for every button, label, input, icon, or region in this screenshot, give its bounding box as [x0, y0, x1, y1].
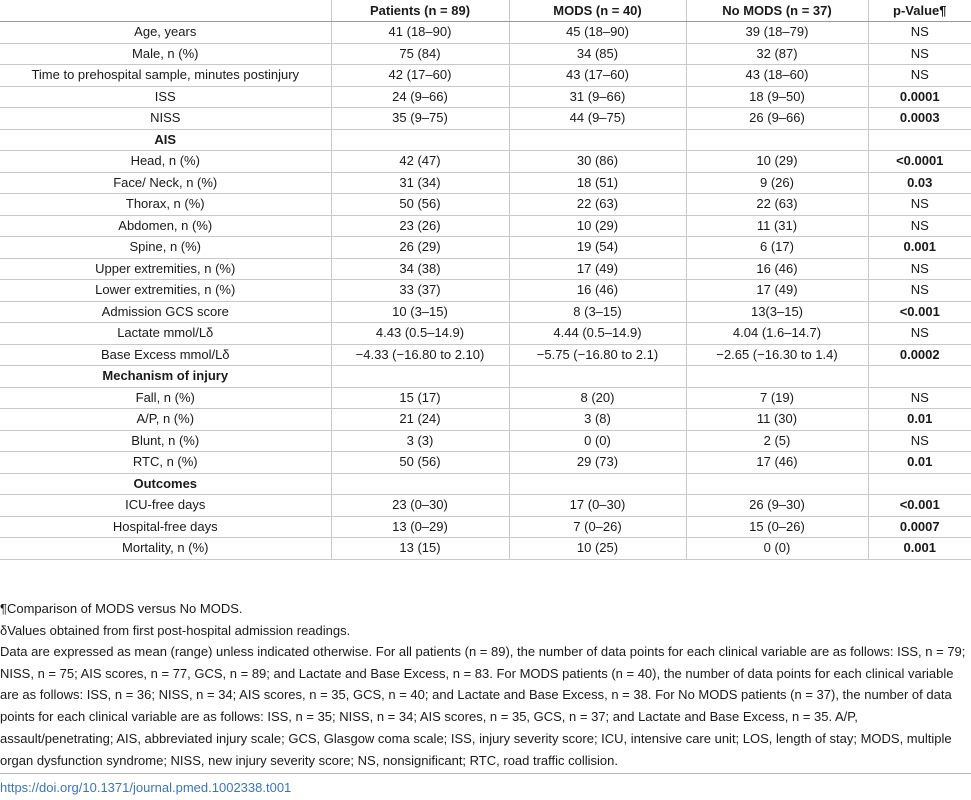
cell-p-value: 0.01 — [868, 452, 971, 474]
cell-mods — [509, 129, 686, 151]
cell-mods: 17 (0–30) — [509, 495, 686, 517]
cell-no-mods: 26 (9–66) — [686, 108, 868, 130]
cell-patients: 15 (17) — [331, 387, 509, 409]
row-label: Lower extremities, n (%) — [0, 280, 331, 302]
row-label: Mechanism of injury — [0, 366, 331, 388]
table-row — [0, 215, 971, 237]
footnote-delta: δValues obtained from first post-hospital admission readings. — [0, 622, 351, 638]
cell-p-value: NS — [868, 65, 971, 87]
cell-p-value: <0.001 — [868, 301, 971, 323]
cell-mods: 16 (46) — [509, 280, 686, 302]
row-label: Face/ Neck, n (%) — [0, 172, 331, 194]
cell-mods: 10 (25) — [509, 538, 686, 560]
cell-p-value: NS — [868, 280, 971, 302]
row-label: Upper extremities, n (%) — [0, 258, 331, 280]
row-label: NISS — [0, 108, 331, 130]
cell-p-value: NS — [868, 387, 971, 409]
header-no-mods: No MODS (n = 37) — [686, 0, 868, 22]
row-label: Outcomes — [0, 473, 331, 495]
cell-patients: 42 (47) — [331, 151, 509, 173]
cell-p-value: 0.0001 — [868, 86, 971, 108]
table-row — [0, 43, 971, 65]
cell-p-value: NS — [868, 22, 971, 44]
cell-patients: 33 (37) — [331, 280, 509, 302]
cell-mods: 18 (51) — [509, 172, 686, 194]
cell-no-mods: 6 (17) — [686, 237, 868, 259]
cell-p-value: NS — [868, 323, 971, 345]
row-label: ICU-free days — [0, 495, 331, 517]
cell-p-value: 0.01 — [868, 409, 971, 431]
cell-no-mods: 17 (49) — [686, 280, 868, 302]
cell-patients: 75 (84) — [331, 43, 509, 65]
cell-mods: 31 (9–66) — [509, 86, 686, 108]
cell-p-value — [868, 129, 971, 151]
cell-mods: −5.75 (−16.80 to 2.1) — [509, 344, 686, 366]
cell-mods: 19 (54) — [509, 237, 686, 259]
cell-patients: 50 (56) — [331, 452, 509, 474]
cell-mods — [509, 366, 686, 388]
cell-patients: 42 (17–60) — [331, 65, 509, 87]
section-header-row — [0, 473, 971, 495]
cell-patients: 10 (3–15) — [331, 301, 509, 323]
cell-mods: 0 (0) — [509, 430, 686, 452]
row-label: Mortality, n (%) — [0, 538, 331, 560]
footnote-data-note: Data are expressed as mean (range) unless indicated otherwise. For all patients (n = 89), the number of data points for each clinical variable are as follows: ISS, n = 79; NISS, n = 75; AIS scores, n = 77, GCS, n = 89; and Lactate and Base Excess, n = 83. For MODS patients (n = 40), the number of data points for each clinical variable are as follows: ISS, n = 36; NISS, n = 34; AIS scores, n = 35, GCS, n = 40; and Lactate and Base Excess, n = 38. For No MODS patients (n = 37), the number of data points for each clinical variable are as follows: ISS, n = 35; NISS, n = 34; AIS scores, n = 35, GCS, n = 37; and Lactate and Base Excess, n = 35. A/P, assault/penetrating; AIS, abbreviated injury scale; GCS, Glasgow coma scale; ISS, injury severity score; ICU, intensive care unit; LOS, length of stay; MODS, multiple organ dysfunction syndrome; NISS, new injury severity score; NS, nonsignificant; RTC, road traffic collision. — [0, 644, 966, 768]
cell-patients — [331, 366, 509, 388]
table-row — [0, 194, 971, 216]
cell-no-mods: 43 (18–60) — [686, 65, 868, 87]
cell-no-mods: 18 (9–50) — [686, 86, 868, 108]
cell-p-value: 0.0007 — [868, 516, 971, 538]
cell-mods: 45 (18–90) — [509, 22, 686, 44]
cell-no-mods: 32 (87) — [686, 43, 868, 65]
cell-no-mods: 4.04 (1.6–14.7) — [686, 323, 868, 345]
cell-patients: 50 (56) — [331, 194, 509, 216]
header-mods: MODS (n = 40) — [509, 0, 686, 22]
cell-no-mods: 17 (46) — [686, 452, 868, 474]
table-row — [0, 172, 971, 194]
cell-patients — [331, 473, 509, 495]
cell-p-value: 0.001 — [868, 237, 971, 259]
table-row — [0, 495, 971, 517]
cell-patients: 21 (24) — [331, 409, 509, 431]
cell-patients: 35 (9–75) — [331, 108, 509, 130]
table-row — [0, 452, 971, 474]
cell-no-mods: 22 (63) — [686, 194, 868, 216]
section-header-row — [0, 129, 971, 151]
table-body — [0, 22, 971, 560]
cell-p-value: NS — [868, 258, 971, 280]
row-label: Admission GCS score — [0, 301, 331, 323]
cell-no-mods: 7 (19) — [686, 387, 868, 409]
table-row — [0, 280, 971, 302]
cell-p-value: <0.001 — [868, 495, 971, 517]
table-row — [0, 86, 971, 108]
table-row — [0, 301, 971, 323]
cell-p-value: NS — [868, 43, 971, 65]
cell-patients — [331, 129, 509, 151]
table-row — [0, 516, 971, 538]
cell-patients: 23 (0–30) — [331, 495, 509, 517]
table-row — [0, 387, 971, 409]
cell-mods: 8 (3–15) — [509, 301, 686, 323]
cell-mods: 30 (86) — [509, 151, 686, 173]
cell-no-mods: 10 (29) — [686, 151, 868, 173]
row-label: Head, n (%) — [0, 151, 331, 173]
cell-patients: 34 (38) — [331, 258, 509, 280]
table-row — [0, 22, 971, 44]
cell-p-value: <0.0001 — [868, 151, 971, 173]
row-label: ISS — [0, 86, 331, 108]
cell-no-mods: 9 (26) — [686, 172, 868, 194]
cell-p-value: 0.001 — [868, 538, 971, 560]
cell-mods: 3 (8) — [509, 409, 686, 431]
cell-mods: 8 (20) — [509, 387, 686, 409]
cell-p-value: 0.0003 — [868, 108, 971, 130]
cell-no-mods — [686, 473, 868, 495]
cell-p-value: NS — [868, 430, 971, 452]
footnote-pilcrow: ¶Comparison of MODS versus No MODS. — [0, 601, 243, 616]
header-p-value: p-Value¶ — [868, 0, 971, 22]
row-label: Time to prehospital sample, minutes postinjury — [0, 65, 331, 87]
footer-divider — [0, 773, 971, 774]
cell-patients: 24 (9–66) — [331, 86, 509, 108]
cell-patients: 3 (3) — [331, 430, 509, 452]
table-row — [0, 323, 971, 345]
row-label: A/P, n (%) — [0, 409, 331, 431]
cell-no-mods: 2 (5) — [686, 430, 868, 452]
header-patients: Patients (n = 89) — [331, 0, 509, 22]
doi-link[interactable]: https://doi.org/10.1371/journal.pmed.1002338.t001 — [0, 780, 292, 795]
section-header-row — [0, 366, 971, 388]
table-row — [0, 430, 971, 452]
cell-mods: 44 (9–75) — [509, 108, 686, 130]
cell-no-mods: 39 (18–79) — [686, 22, 868, 44]
table-row — [0, 108, 971, 130]
row-label: RTC, n (%) — [0, 452, 331, 474]
cell-mods: 22 (63) — [509, 194, 686, 216]
row-label: Base Excess mmol/Lδ — [0, 344, 331, 366]
cell-no-mods: 13(3–15) — [686, 301, 868, 323]
header-row — [0, 0, 971, 22]
cell-no-mods: 11 (31) — [686, 215, 868, 237]
row-label: Thorax, n (%) — [0, 194, 331, 216]
cell-patients: 31 (34) — [331, 172, 509, 194]
cell-p-value: NS — [868, 215, 971, 237]
cell-no-mods: 11 (30) — [686, 409, 868, 431]
row-label: Blunt, n (%) — [0, 430, 331, 452]
cell-p-value — [868, 366, 971, 388]
row-label: AIS — [0, 129, 331, 151]
cell-mods: 29 (73) — [509, 452, 686, 474]
table-row — [0, 65, 971, 87]
cell-no-mods: 15 (0–26) — [686, 516, 868, 538]
cell-no-mods: 16 (46) — [686, 258, 868, 280]
cell-mods: 10 (29) — [509, 215, 686, 237]
cell-mods: 34 (85) — [509, 43, 686, 65]
cell-p-value: 0.0002 — [868, 344, 971, 366]
table-row — [0, 344, 971, 366]
table-row — [0, 538, 971, 560]
cell-p-value — [868, 473, 971, 495]
cell-patients: 41 (18–90) — [331, 22, 509, 44]
row-label: Abdomen, n (%) — [0, 215, 331, 237]
cell-mods: 7 (0–26) — [509, 516, 686, 538]
row-label: Fall, n (%) — [0, 387, 331, 409]
cell-patients: 23 (26) — [331, 215, 509, 237]
cell-patients: −4.33 (−16.80 to 2.10) — [331, 344, 509, 366]
row-label: Male, n (%) — [0, 43, 331, 65]
cell-no-mods — [686, 129, 868, 151]
cell-patients: 4.43 (0.5–14.9) — [331, 323, 509, 345]
cell-no-mods: 0 (0) — [686, 538, 868, 560]
table-row — [0, 237, 971, 259]
row-label: Spine, n (%) — [0, 237, 331, 259]
cell-mods: 43 (17–60) — [509, 65, 686, 87]
row-label: Age, years — [0, 22, 331, 44]
cell-patients: 13 (0–29) — [331, 516, 509, 538]
cell-mods: 4.44 (0.5–14.9) — [509, 323, 686, 345]
cell-patients: 13 (15) — [331, 538, 509, 560]
cell-p-value: 0.03 — [868, 172, 971, 194]
cell-no-mods: 26 (9–30) — [686, 495, 868, 517]
table-row — [0, 409, 971, 431]
row-label: Lactate mmol/Lδ — [0, 323, 331, 345]
cell-mods — [509, 473, 686, 495]
table-row — [0, 151, 971, 173]
cell-no-mods: −2.65 (−16.30 to 1.4) — [686, 344, 868, 366]
cell-p-value: NS — [868, 194, 971, 216]
cell-mods: 17 (49) — [509, 258, 686, 280]
cell-patients: 26 (29) — [331, 237, 509, 259]
cell-no-mods — [686, 366, 868, 388]
row-label: Hospital-free days — [0, 516, 331, 538]
table-footnotes — [0, 598, 966, 771]
table-row — [0, 258, 971, 280]
header-empty — [0, 0, 331, 22]
